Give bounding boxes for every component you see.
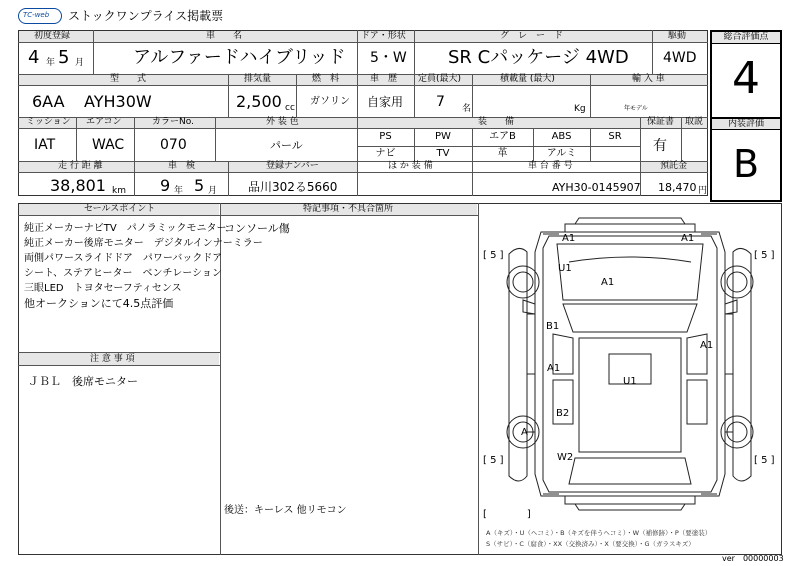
damage-mark: A1 xyxy=(681,233,695,244)
ext-color: パール xyxy=(270,139,303,152)
interior-score: B xyxy=(732,142,760,186)
note-line: ＪＢＬ 後席モニター xyxy=(28,375,138,388)
damage-mark: B2 xyxy=(556,408,570,419)
label-model: 型 式 xyxy=(110,74,147,84)
label-mission: ミッション xyxy=(26,117,71,127)
load-unit: Kg xyxy=(574,104,586,114)
damage-mark: A1 xyxy=(547,363,561,374)
label-inspection: 車 検 xyxy=(168,161,196,171)
sales-points-header: セールスポイント xyxy=(84,204,156,214)
equip-airbag: エアB xyxy=(489,131,516,142)
overall-score: 4 xyxy=(732,53,760,104)
capacity-unit: 名 xyxy=(462,104,472,114)
label-import: 輸 入 車 xyxy=(632,74,665,84)
equip-pw: PW xyxy=(435,131,451,142)
sales-point: 純正メーカーナビTV パノラミックモニター xyxy=(24,223,227,234)
capacity: 7 xyxy=(436,94,445,110)
label-aircon: エアコン xyxy=(86,117,122,127)
month-unit: 月 xyxy=(75,58,85,68)
sales-point: 両側パワースライドドア パワーバックドア xyxy=(24,253,223,264)
label-grade: グ レ ー ド xyxy=(500,31,564,41)
page-title: ストックワンプライス掲載票 xyxy=(68,9,224,23)
label-first-reg: 初度登録 xyxy=(34,31,71,41)
tire-bracket-rear-right: [ 5 ] xyxy=(754,455,775,466)
insp-month-unit: 月 xyxy=(208,186,218,196)
drive: 4WD xyxy=(663,50,697,66)
sales-point: 純正メーカー後席モニター デジタルインナーミラー xyxy=(24,238,263,249)
label-color-no: カラーNo. xyxy=(152,117,194,127)
remark-line: コンソール傷 xyxy=(224,222,290,235)
year-unit: 年 xyxy=(46,58,56,68)
damage-mark: B1 xyxy=(546,321,560,332)
label-interior-score: 内装評価 xyxy=(727,119,764,129)
model: AYH30W xyxy=(84,92,152,111)
insp-year: 9 xyxy=(160,176,171,195)
equip-leather: 革 xyxy=(497,148,508,159)
label-capacity: 定員(最大) xyxy=(418,74,462,84)
label-chassis: 車 台 番 号 xyxy=(528,161,573,171)
damage-mark: W2 xyxy=(557,452,574,463)
fuel: ガソリン xyxy=(310,96,350,107)
remarks-header: 特記事項・不具合箇所 xyxy=(303,204,394,214)
label-equipment: 装 備 xyxy=(478,117,515,127)
mileage: 38,801 xyxy=(50,176,106,195)
damage-mark: U1 xyxy=(558,263,572,274)
equip-sr: SR xyxy=(608,131,622,142)
damage-mark: A1 xyxy=(562,233,576,244)
damage-mark: A1 xyxy=(700,340,714,351)
label-drive: 駆動 xyxy=(668,31,687,41)
remark-bottom: 後送：キーレス 他リモコン xyxy=(224,505,347,516)
tire-bracket-front-left: [ 5 ] xyxy=(483,250,504,261)
label-load: 積載量 (最大) xyxy=(500,74,555,84)
color-no: 070 xyxy=(160,137,187,153)
tire-bracket-front-right: [ 5 ] xyxy=(754,250,775,261)
grade: SR Cパッケージ 4WD xyxy=(448,47,629,68)
label-history: 車 歴 xyxy=(370,74,398,84)
damage-mark: A1 xyxy=(601,277,615,288)
plate-number: 品川302る5660 xyxy=(248,180,338,194)
label-door-shape: ドア・形状 xyxy=(361,31,406,41)
label-overall-score: 総合評価点 xyxy=(723,32,769,42)
sales-point: シート、ステアヒーター ベンチレーション xyxy=(24,268,222,279)
label-warranty: 保証書 xyxy=(647,117,675,127)
spare-tire-bracket: [ ] xyxy=(483,509,531,520)
displacement: 2,500 xyxy=(236,92,282,111)
car-name: アルファードハイブリッド xyxy=(133,47,346,68)
recycle-deposit: 18,470 xyxy=(658,181,697,194)
mission: IAT xyxy=(34,137,56,153)
label-plate: 登録ナンバー xyxy=(266,161,319,171)
insp-year-unit: 年 xyxy=(174,186,184,196)
door-shape: 5・W xyxy=(370,50,407,66)
notes-header: 注 意 事 項 xyxy=(90,354,135,364)
insp-month: 5 xyxy=(194,176,205,195)
model-year-label: 年モデル xyxy=(624,105,648,112)
label-displacement: 排気量 xyxy=(244,74,272,84)
damage-mark: A xyxy=(521,427,528,438)
tire-bracket-rear-left: [ 5 ] xyxy=(483,455,504,466)
equip-ps: PS xyxy=(379,131,392,142)
equip-navi: ナビ xyxy=(375,148,396,159)
sales-point: 三眼LED トヨタセーフティセンス xyxy=(24,283,182,294)
warranty: 有 xyxy=(653,138,667,154)
history: 自家用 xyxy=(367,95,404,109)
damage-mark: U1 xyxy=(623,376,637,387)
equip-alumi: アルミ xyxy=(546,148,577,159)
first-reg-year: 4 xyxy=(28,47,40,68)
yen-unit: 円 xyxy=(698,186,708,196)
equip-tv: TV xyxy=(436,148,450,159)
version-label: ver 00000003 xyxy=(722,554,784,563)
cc-unit: cc xyxy=(285,103,295,113)
equip-abs: ABS xyxy=(551,131,572,142)
model-prefix: 6AA xyxy=(32,92,65,111)
label-mileage: 走 行 距 離 xyxy=(58,161,103,171)
label-car-name: 車 名 xyxy=(206,31,243,41)
label-manual: 取説 xyxy=(685,117,704,127)
km-unit: km xyxy=(112,186,126,196)
logo-text: TC-web xyxy=(23,11,50,19)
damage-legend: A（キズ）・U（ヘコミ）・B（キズを伴うヘコミ）・W（補修跡）・P（要塗装） xyxy=(486,529,712,537)
aircon: WAC xyxy=(92,137,125,153)
first-reg-month: 5 xyxy=(58,47,70,68)
logo xyxy=(18,8,62,24)
label-ext-color: 外 装 色 xyxy=(266,117,299,127)
sales-point: 他オークションにて4.5点評価 xyxy=(24,297,174,310)
label-other-equip: ほ か 装 備 xyxy=(388,161,433,171)
label-fuel: 燃 料 xyxy=(312,74,340,84)
label-recycle: 預託金 xyxy=(660,161,688,171)
chassis-number: AYH30-0145907 xyxy=(552,181,641,194)
damage-legend: S（サビ）・C（腐食）・XX（交換済み）・X（要交換）・G（ガラスキズ） xyxy=(486,540,695,548)
